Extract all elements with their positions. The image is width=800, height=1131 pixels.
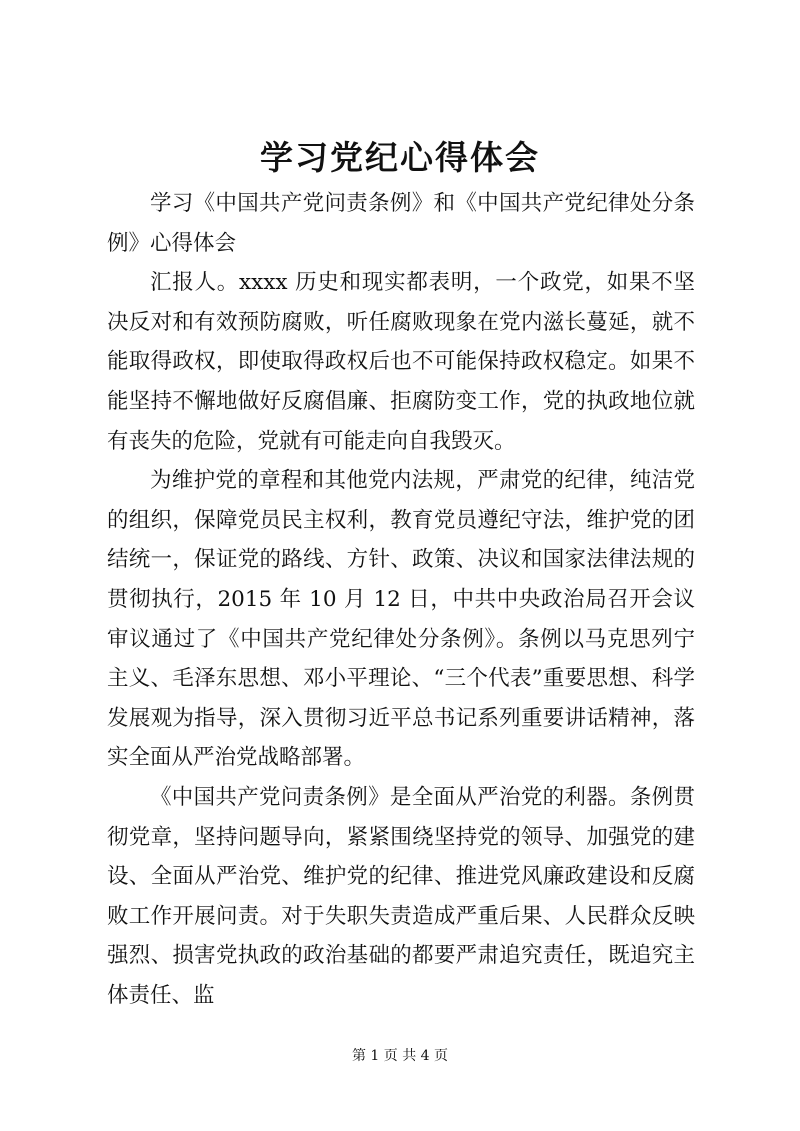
subtitle-paragraph: 学习《中国共产党问责条例》和《中国共产党纪律处分条例》心得体会 <box>107 191 695 256</box>
page-footer: 第 1 页 共 4 页 <box>351 1048 449 1064</box>
document-title: 学习党纪心得体会 <box>260 138 540 177</box>
body-paragraph-1: 汇报人。xxxx 历史和现实都表明，一个政党，如果不坚决反对和有效预防腐败，听任腐败现象在党内滋长蔓延，就不能取得政权，即使取得政权后也不可能保持政权稳定。如果不能坚持不懈地做好反腐倡廉、拒腐防变工作，党的执政地位就有丧失的危险，党就有可能走向自我毁灭。 <box>107 270 695 454</box>
body-paragraph-2: 为维护党的章程和其他党内法规，严肃党的纪律，纯洁党的组织，保障党员民主权利，教育党员遵纪守法，维护党的团结统一，保证党的路线、方针、政策、决议和国家法律法规的贯彻执行，2015 年 10 月 12 日，中共中央政治局召开会议审议通过了《中国共产党纪律处分条例》。条例以马克思列宁主义、毛泽东思想、邓小平理论、“三个代表”重要思想、科学发展观为指导，深入贯彻习近平总书记系列重要讲话精神，落实全面从严治党战略部署。 <box>107 468 695 771</box>
body-paragraph-3: 《中国共产党问责条例》是全面从严治党的利器。条例贯彻党章，坚持问题导向，紧紧围绕坚持党的领导、加强党的建设、全面从严治党、维护党的纪律、推进党风廉政建设和反腐败工作开展问责。对于失职失责造成严重后果、人民群众反映强烈、损害党执政的政治基础的都要严肃追究责任，既追究主体责任、监 <box>107 784 695 1008</box>
document-body <box>107 184 695 1015</box>
